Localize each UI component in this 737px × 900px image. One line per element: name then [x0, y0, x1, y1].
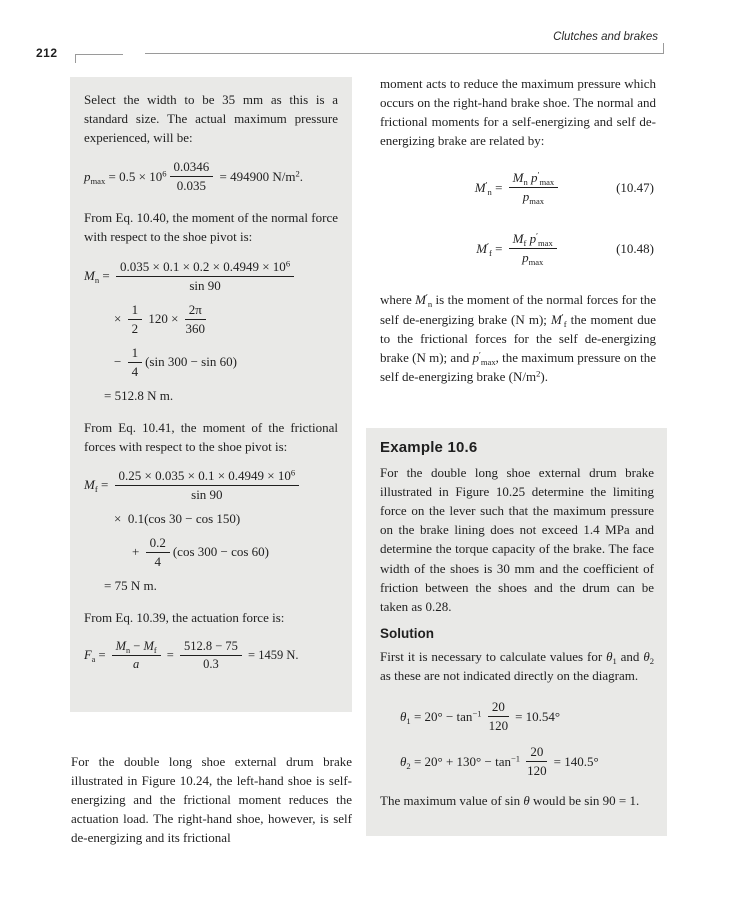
equation-mf: $M_f$ = $\frac{0.25 \times 0.035 \times 0.1 \times 0.4949 \times 10^6}{\sin 90}$ × 0.1(cos 30 − cos 150) + $\frac{0.2}{4}$ (cos 300 − cos 60) = 75 N m. [84, 468, 338, 594]
solution-end-paragraph: The maximum value of sin θ would be sin 90 = 1. [380, 793, 640, 809]
solution-intro-paragraph: First it is necessary to calculate values for $\theta_1$ and $\theta_2$ as these are not indicated directly on the diagram. [380, 648, 654, 683]
paragraph-moment-acts: moment acts to reduce the maximum pressure which occurs on the right-hand brake shoe. The normal and frictional moments for a self-energizing and self de-energizing brake are related by: [380, 76, 656, 149]
solution-title: Solution [380, 625, 434, 641]
equation-10-47: $M'_n$ = $\frac{M_n p'_{max}}{p_{max}}$ (10.47) [474, 169, 654, 207]
right-column [380, 74, 656, 386]
equation-fa: $F_a$ = $\frac{M_n - M_f}{a}$ = $\frac{512.8 - 75}{0.3}$ = 1459 N. [84, 638, 299, 671]
paragraph-eq-10-39: From Eq. 10.39, the actuation force is: [84, 609, 285, 625]
paragraph-where-definitions: where $M'_n$ is the moment of the normal forces for the self de-energizing brake (N m); $M'_f$ the moment due to the frictional forces for the self de-energizing brake (N m); and $p'_{max}$, the maximum pressure on the self de-energizing brake $(N/m^2)$. [380, 291, 656, 384]
header-rule-short [75, 54, 123, 63]
equation-10-48: $M'_f$ = $\frac{M_f p'_{max}}{p_{max}}$ (10.48) [476, 230, 654, 268]
example-box [366, 428, 667, 836]
left-column-footer [71, 752, 352, 848]
paragraph-eq-10-41: From Eq. 10.41, the moment of the frictional forces with respect to the shoe pivot is: [84, 419, 338, 454]
example-title: Example 10.6 [380, 439, 478, 456]
paragraph-eq-10-40: From Eq. 10.40, the moment of the normal force with respect to the shoe pivot is: [84, 210, 338, 245]
header-rule-long [145, 43, 664, 54]
equation-mn: $M_n$ = $\frac{0.035 \times 0.1 \times 0.2 \times 0.4949 \times 10^6}{\sin 90}$ × $\frac{1}{2}$ 120 × $\frac{2\pi}{360}$ − $\frac{1}{4}$ (sin 300 − sin 60) = 512.8 N m. [84, 259, 338, 404]
running-header: Clutches and brakes [553, 31, 658, 43]
paragraph-select-width: Select the width to be 35 mm as this is a standard size. The actual maximum pressure experienced, will be: [84, 92, 338, 146]
equation-theta1: $\theta_1 = 20^\circ - \tan^{-1}$ $\frac{20}{120}$ = 10.54° [400, 699, 561, 734]
paragraph-figure-10-24: For the double long shoe external drum brake illustrated in Figure 10.24, the left-hand shoe is self-energizing and the frictional moment reduces the actuation load. The right-hand shoe, however, is self de-energizing and its frictional [71, 754, 352, 846]
equation-pmax: $p_{max} = 0.5 \times 10^6$ $\frac{0.0346}{0.035}$ = 494900 $N/m^2$. [84, 159, 303, 194]
worked-solution-box [70, 77, 352, 712]
equation-theta2: $\theta_2 = 20^\circ + 130^\circ - \tan^{-1}$ $\frac{20}{120}$ = 140.5° [400, 744, 599, 779]
example-problem-paragraph: For the double long shoe external drum brake illustrated in Figure 10.25 determine the limiting force on the lever such that the maximum pressure on the brake lining does not exceed 1.4 MPa and determine the torque capacity of the brake. The face width of the shoes is 30 mm and the coefficient of friction between the shoes and the drum can be taken as 0.28. [380, 465, 654, 614]
page-number: 212 [36, 46, 58, 60]
